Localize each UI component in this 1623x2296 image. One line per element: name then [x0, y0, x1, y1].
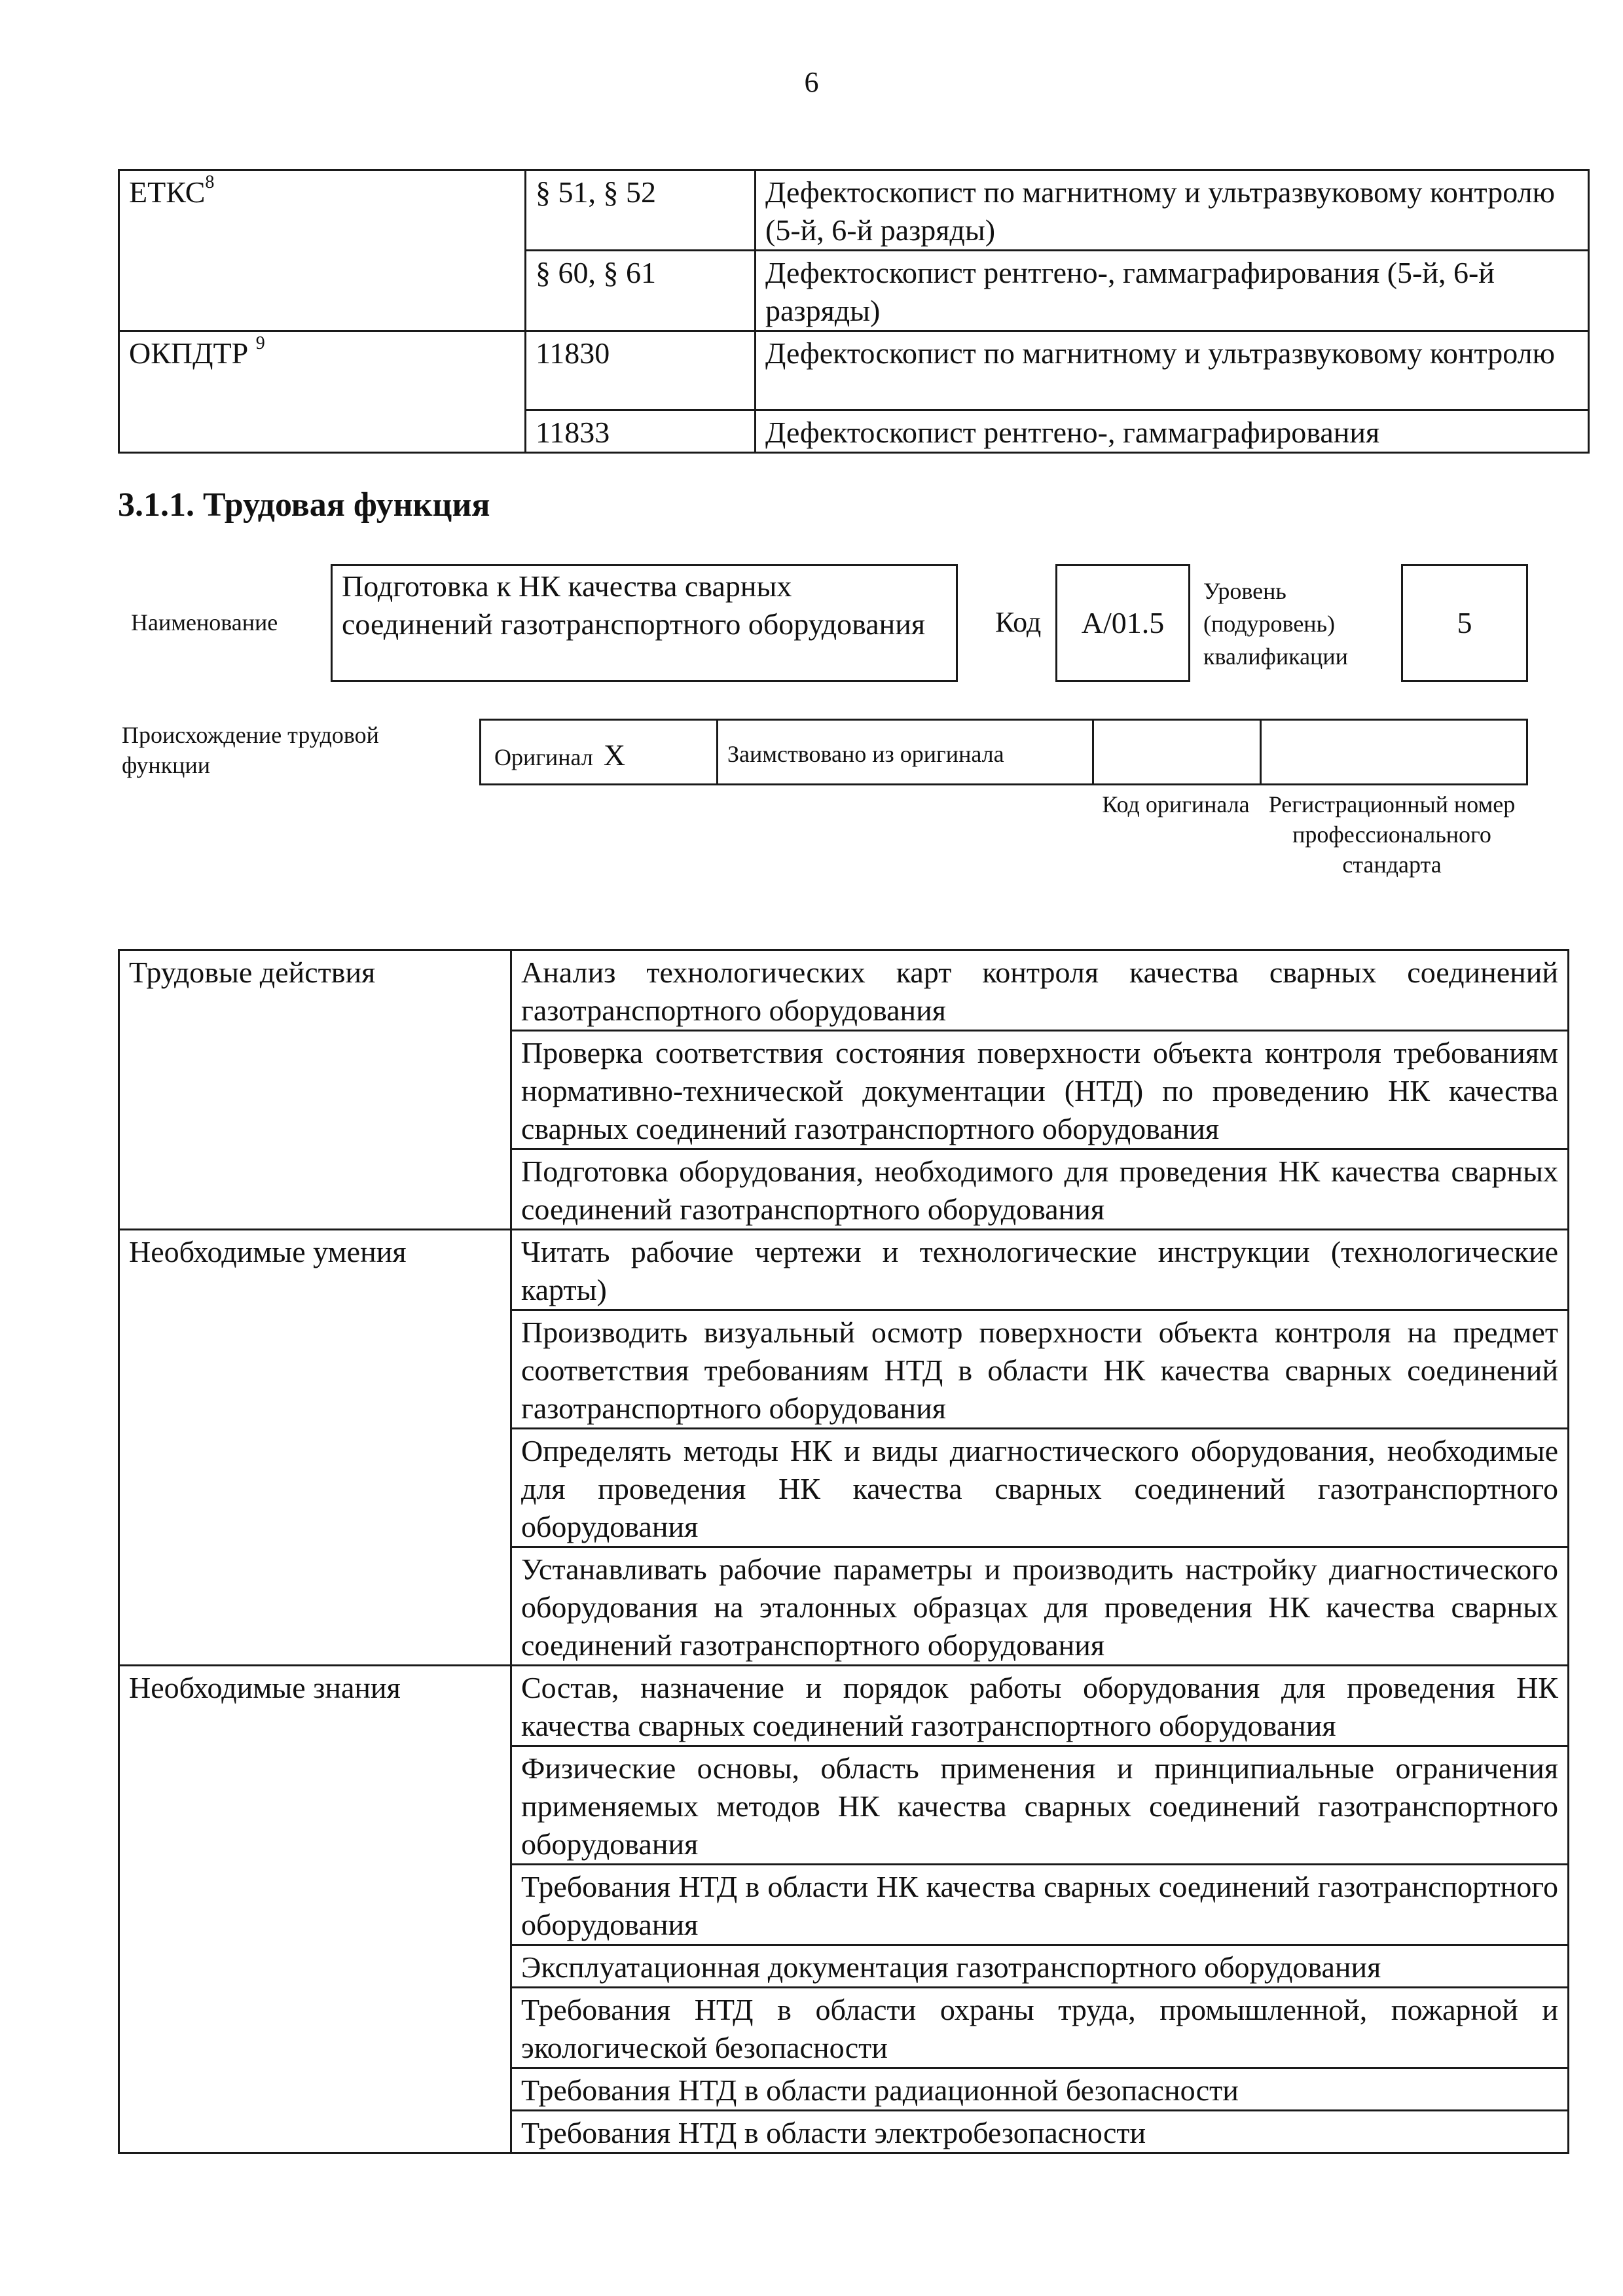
table-row: [119, 331, 1589, 410]
group-title: Необходимые умения: [119, 1230, 511, 1666]
group-title: Необходимые знания: [119, 1666, 511, 2153]
level-label: [1203, 575, 1374, 673]
classification-code: 11833: [526, 410, 756, 453]
page-number: 6: [804, 66, 819, 98]
origin-table: [479, 719, 1528, 785]
table-row: [119, 1666, 1569, 1746]
code-label: Код: [995, 606, 1042, 638]
group-item: Требования НТД в области радиационной безопасности: [511, 2068, 1569, 2111]
footnote-ref: 8: [205, 172, 215, 192]
classification-code: § 51, § 52: [526, 170, 756, 251]
classification-table: [118, 169, 1590, 454]
table-row: [119, 950, 1569, 1031]
classification-name: Дефектоскопист по магнитному и ультразвуковому контролю (5-й, 6-й разряды): [756, 170, 1589, 251]
function-name: Подготовка к НК качества сварных соединений газотранспортного оборудования: [331, 564, 958, 682]
group-item: Требования НТД в области электробезопасности: [511, 2111, 1569, 2153]
classification-name: Дефектоскопист рентгено-, гаммаграфирования (5-й, 6-й разряды): [756, 251, 1589, 331]
function-details-table: [118, 949, 1569, 2154]
section-title: 3.1.1. Трудовая функция: [118, 486, 490, 524]
group-title: Трудовые действия: [119, 950, 511, 1230]
group-item: Физические основы, область применения и принципиальные ограничения применяемых методов НК качества сварных соединений газотранспортного оборудования: [511, 1746, 1569, 1865]
borrowed-label: Заимствовано из оригинала: [718, 721, 1094, 783]
group-item: Анализ технологических карт контроля качества сварных соединений газотранспортного оборудования: [511, 950, 1569, 1031]
registration-number-cell: [1262, 721, 1526, 783]
classification-name: Дефектоскопист рентгено-, гаммаграфирования: [756, 410, 1589, 453]
group-item: Требования НТД в области охраны труда, промышленной, пожарной и экологической безопасности: [511, 1988, 1569, 2068]
group-item: Устанавливать рабочие параметры и производить настройку диагностического оборудования на эталонных образцах для проведения НК качества сварных соединений газотранспортного оборудования: [511, 1547, 1569, 1666]
registration-number-caption: Регистрационный номер профессионального стандарта: [1268, 791, 1516, 878]
footnote-ref: 9: [255, 333, 265, 353]
origin-label: Происхождение трудовой функции: [122, 722, 379, 778]
group-item: Требования НТД в области НК качества сварных соединений газотранспортного оборудования: [511, 1865, 1569, 1945]
original-code-cell: [1094, 721, 1262, 783]
group-item: Подготовка оборудования, необходимого для проведения НК качества сварных соединений газотранспортного оборудования: [511, 1149, 1569, 1230]
group-item: Эксплуатационная документация газотранспортного оборудования: [511, 1945, 1569, 1988]
original-code-caption: Код оригинала: [1102, 791, 1250, 817]
group-item: Проверка соответствия состояния поверхности объекта контроля требованиям нормативно-технической документации (НТД) по проведению НК качества сварных соединений газотранспортного оборудования: [511, 1031, 1569, 1149]
qualification-level: 5: [1401, 564, 1528, 682]
classification-group: ОКПДТР: [129, 336, 249, 370]
original-label: Оригинал: [494, 744, 593, 770]
table-row: [119, 1230, 1569, 1310]
function-code: А/01.5: [1055, 564, 1190, 682]
name-label: Наименование: [131, 609, 278, 636]
classification-code: § 60, § 61: [526, 251, 756, 331]
group-item: Производить визуальный осмотр поверхности объекта контроля на предмет соответствия требованиям НТД в области НК качества сварных соединений газотранспортного оборудования: [511, 1310, 1569, 1429]
classification-group: ЕТКС: [129, 175, 206, 209]
group-item: Определять методы НК и виды диагностического оборудования, необходимые для проведения НК качества сварных соединений газотранспортного оборудования: [511, 1429, 1569, 1547]
origin-original-cell: [481, 721, 718, 783]
group-item: Читать рабочие чертежи и технологические инструкции (технологические карты): [511, 1230, 1569, 1310]
original-mark: Х: [603, 738, 626, 772]
level-label-text: Уровень (подуровень) квалификации: [1203, 578, 1348, 670]
classification-name: Дефектоскопист по магнитному и ультразвуковому контролю: [756, 331, 1589, 410]
group-item: Состав, назначение и порядок работы оборудования для проведения НК качества сварных соединений газотранспортного оборудования: [511, 1666, 1569, 1746]
classification-code: 11830: [526, 331, 756, 410]
table-row: [119, 170, 1589, 251]
classification-group-cell: [119, 170, 526, 331]
classification-group-cell: [119, 331, 526, 453]
